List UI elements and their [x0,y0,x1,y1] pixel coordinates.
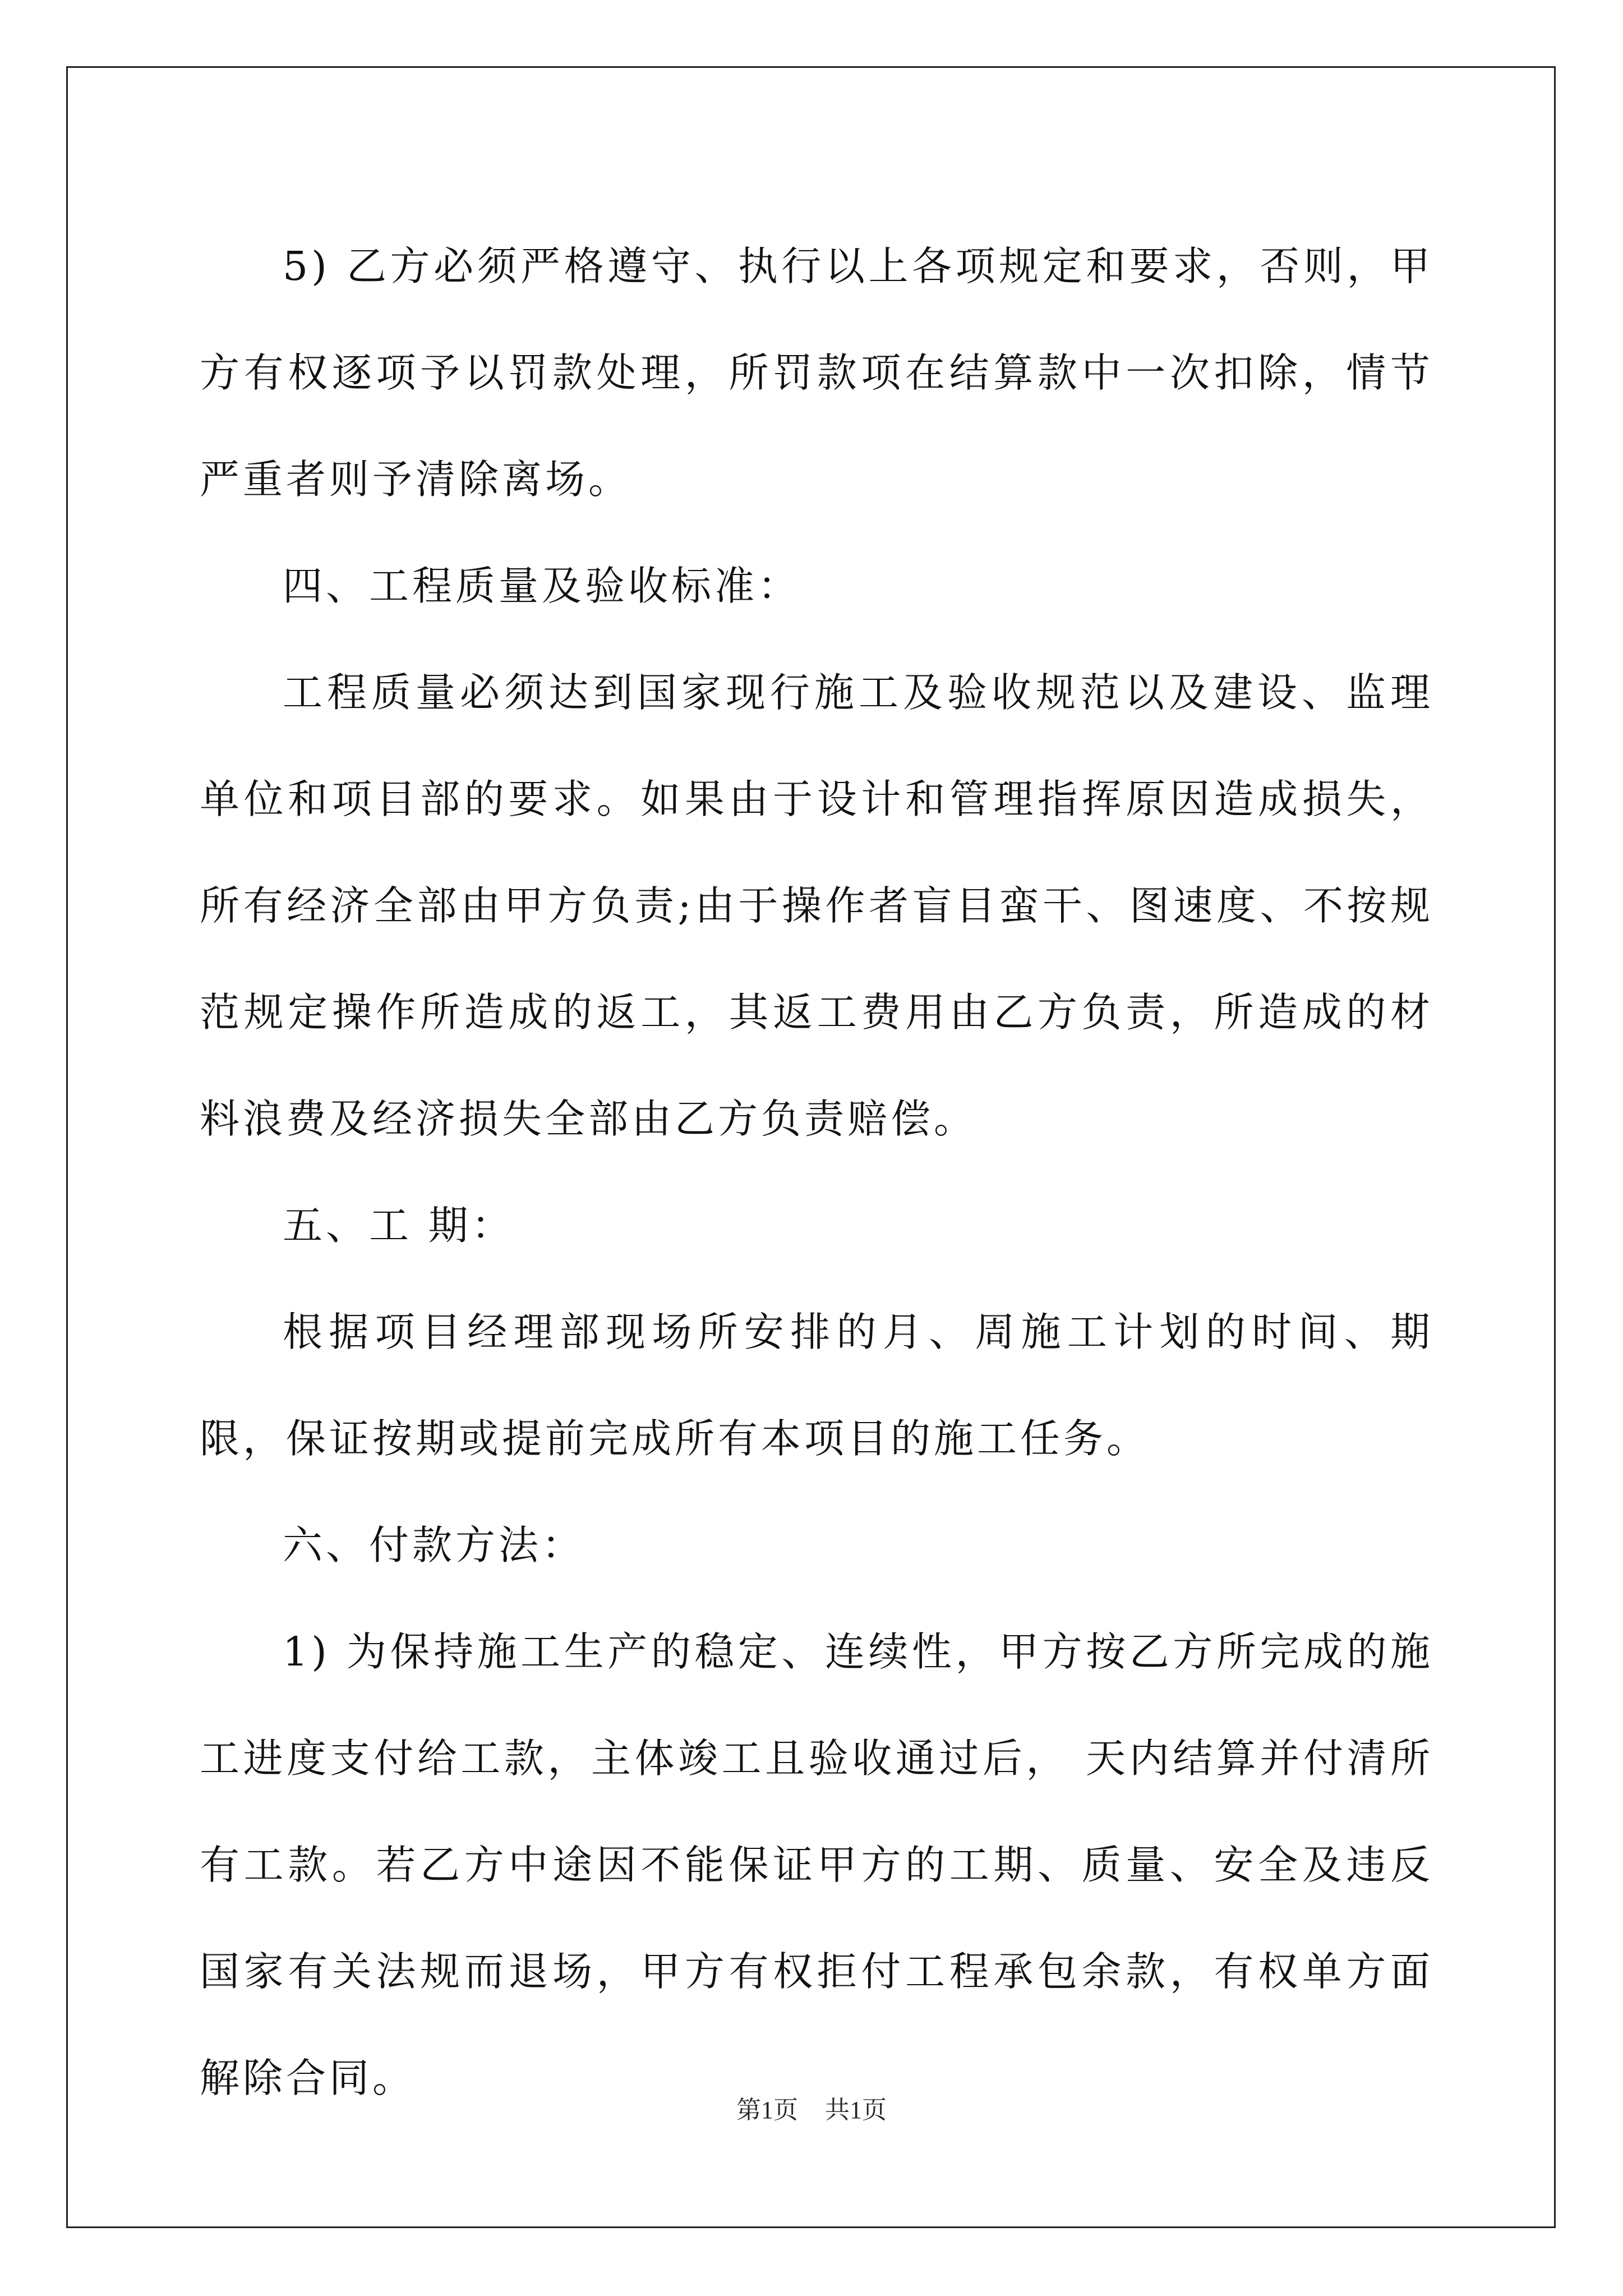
paragraph-penalty-clause: 5) 乙方必须严格遵守、执行以上各项规定和要求，否则，甲方有权逐项予以罚款处理，所罚款项在结算款中一次扣除，情节严重者则予清除离场。 [200,243,1433,503]
paragraph-schedule: 根据项目经理部现场所安排的月、周施工计划的时间、期限，保证按期或提前完成所有本项目的施工任务。 [200,1309,1433,1462]
paragraph-payment-terms: 1) 为保持施工生产的稳定、连续性，甲方按乙方所完成的施工进度支付给工款，主体竣工且验收通过后， 天内结算并付清所有工款。若乙方中途因不能保证甲方的工期、质量、安全及违反国家有关法规而退场，甲方有权拒付工程承包余款，有权单方面解除合同。 [200,1628,1433,2101]
heading-payment-method: 六、付款方法： [283,1522,585,1568]
heading-schedule: 五、工 期： [283,1202,515,1249]
footer-total-pages: 共1页 [825,2096,887,2124]
heading-quality-acceptance: 四、工程质量及验收标准： [283,563,801,609]
document-body [200,213,1433,2132]
page-footer [0,2090,1623,2125]
footer-page-number: 第1页 [736,2096,798,2124]
paragraph-quality-requirements: 工程质量必须达到国家现行施工及验收规范以及建设、监理单位和项目部的要求。如果由于设计和管理指挥原因造成损失，所有经济全部由甲方负责;由于操作者盲目蛮干、图速度、不按规范规定操作所造成的返工，其返工费用由乙方负责，所造成的材料浪费及经济损失全部由乙方负责赔偿。 [200,669,1433,1142]
